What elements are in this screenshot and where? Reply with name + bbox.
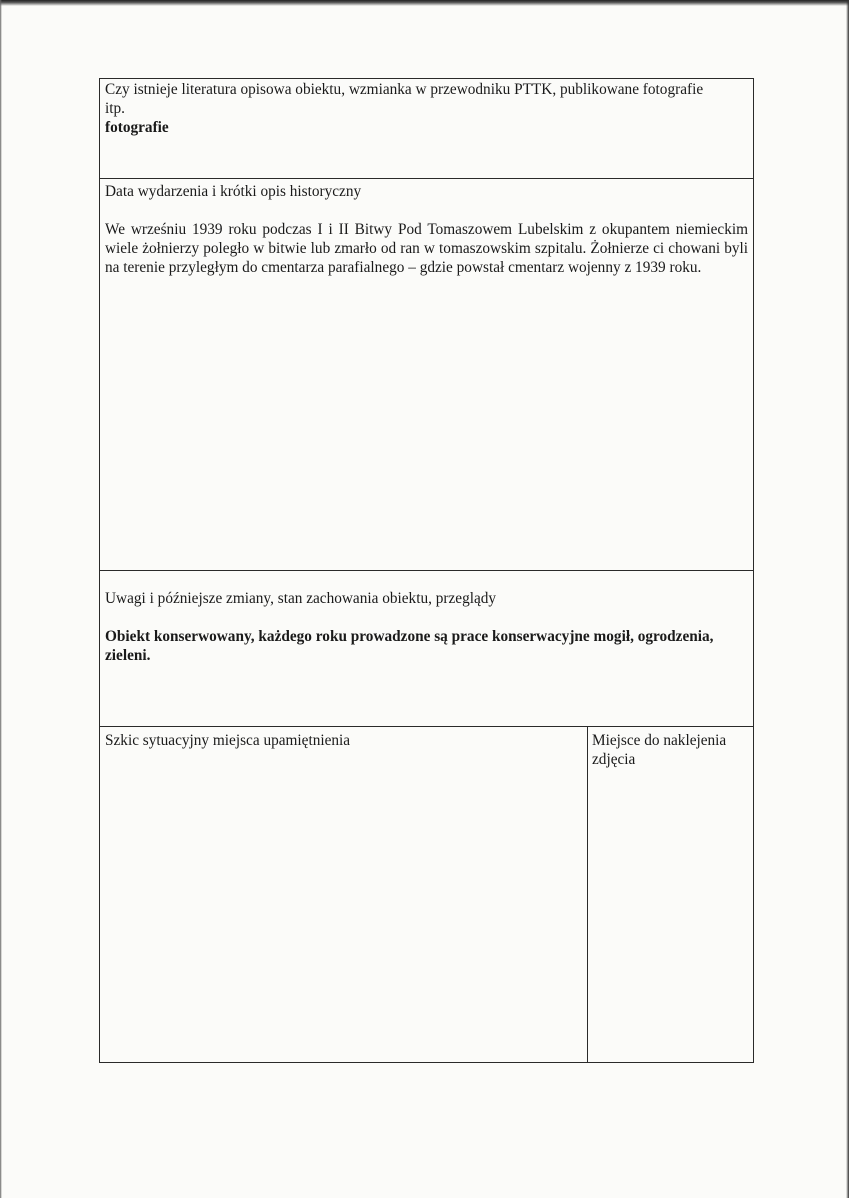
history-label: Data wydarzenia i krótki opis historyczny bbox=[105, 183, 362, 200]
notes-value: Obiekt konserwowany, każdego roku prowadzone są prace konserwacyjne mogił, ogrodzenia, zieleni. bbox=[105, 628, 714, 664]
photo-label: Miejsce do naklejenia zdjęcia bbox=[592, 732, 727, 768]
history-section bbox=[100, 179, 753, 571]
memorial-form bbox=[99, 78, 754, 1063]
notes-label: Uwagi i późniejsze zmiany, stan zachowania obiektu, przeglądy bbox=[105, 590, 497, 607]
sketch-section bbox=[100, 727, 753, 1063]
literature-section bbox=[100, 79, 753, 179]
literature-label: Czy istnieje literatura opisowa obiektu, wzmianka w przewodniku PTTK, publikowane fotografie itp. bbox=[105, 81, 704, 117]
sketch-area bbox=[100, 727, 588, 1062]
history-text: We wrześniu 1939 roku podczas I i II Bitwy Pod Tomaszowem Lubelskim z okupantem niemieckim wiele żołnierzy poległo w bitwie lub zmarło od ran w tomaszowskim szpitalu. Żołnierze ci chowani byli na terenie przyległym do cmentarza parafialnego – gdzie powstał cmentarz wojenny z 1939 roku. bbox=[105, 221, 748, 276]
photo-area bbox=[588, 727, 753, 1062]
scan-edge-left bbox=[0, 0, 2, 1198]
literature-value: fotografie bbox=[105, 119, 169, 136]
sketch-label: Szkic sytuacyjny miejsca upamiętnienia bbox=[105, 732, 351, 749]
notes-section bbox=[100, 571, 753, 727]
scan-edge-top bbox=[0, 0, 849, 6]
